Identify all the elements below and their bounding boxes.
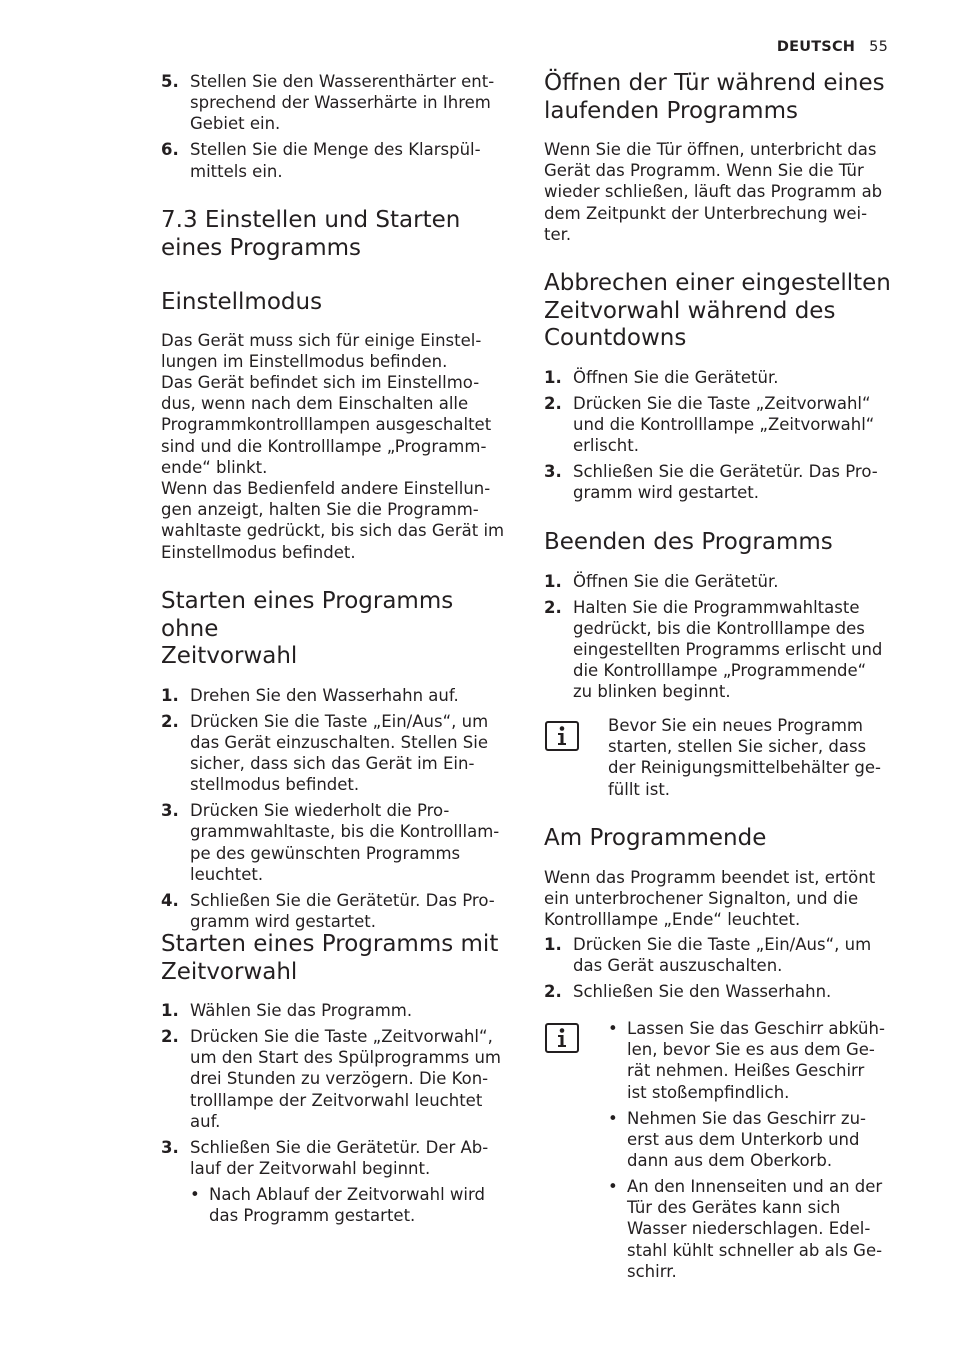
step-number: 2. (161, 1027, 179, 1046)
title-line: laufenden Programms (544, 97, 798, 124)
step-line: die Kontrolllampe „Programmende“ (573, 661, 867, 681)
step-line: Drücken Sie die Taste „Zeitvorwahl“ (573, 393, 871, 413)
step-line: Drücken Sie die Taste „Ein/Aus“, um (573, 935, 872, 955)
bullet-line: erst aus dem Unterkorb und (627, 1129, 860, 1149)
list-item (608, 1018, 896, 1103)
mit-zeitvorwahl-section (161, 931, 513, 1231)
bullet-line: dann aus dem Oberkorb. (627, 1151, 833, 1171)
bullet-line: Nach Ablauf der Zeitvorwahl wird (209, 1185, 485, 1205)
step-line: trolllampe der Zeitvorwahl leuchtet (190, 1090, 483, 1110)
step-line: lauf der Zeitvorwahl beginnt. (190, 1159, 431, 1179)
title-line: Zeitvorwahl (161, 958, 298, 985)
title-line: Öffnen der Tür während eines (544, 70, 885, 96)
bullet-line: Wasser niederschlagen. Edel- (627, 1219, 871, 1239)
oeffnen-section (544, 70, 896, 245)
oeffnen-text (544, 139, 896, 245)
bullet-line: das Programm gestartet. (209, 1206, 416, 1226)
section-title (161, 207, 513, 262)
bullet-line: An den Innenseiten und an der (627, 1177, 883, 1197)
step-number: 2. (544, 597, 562, 617)
step-number: 5. (161, 72, 179, 91)
step-number: 1. (161, 1001, 179, 1020)
text-line: starten, stellen Sie sicher, dass (608, 737, 867, 757)
abbrechen-heading (544, 270, 896, 353)
header-language: DEUTSCH (776, 39, 856, 55)
step-line: gramm wird gestartet. (573, 483, 759, 503)
bullet-symbol: • (608, 1177, 618, 1197)
step-line: leuchtet. (190, 864, 264, 884)
step-line: auf. (190, 1111, 221, 1131)
title-line: Zeitvorwahl (161, 643, 298, 669)
step-line: Schließen Sie den Wasserhahn. (573, 982, 832, 1002)
step-line: Halten Sie die Programmwahltaste (573, 597, 860, 617)
einstellmodus-heading: Einstellmodus (161, 289, 323, 315)
text-line: sind und die Kontrolllampe „Programm- (161, 436, 487, 456)
einstellmodus-section (161, 289, 513, 563)
step-line: Wählen Sie das Programm. (190, 1001, 413, 1020)
step-line: Drücken Sie wiederholt die Pro- (190, 801, 450, 821)
abbrechen-steps-list (544, 367, 896, 504)
text-line: Wenn das Bedienfeld andere Einstellun- (161, 478, 491, 498)
text-line: Einstellmodus befindet. (161, 542, 356, 562)
step-line: sprechend der Wasserhärte in Ihrem (190, 93, 491, 113)
bullet-line: rät nehmen. Heißes Geschirr (627, 1061, 865, 1081)
bullet-symbol: • (190, 1185, 200, 1205)
step-line: das Gerät auszuschalten. (573, 956, 783, 976)
text-line: Das Gerät muss sich für einige Einstel- (161, 330, 482, 350)
text-line: wahltaste gedrückt, bis sich das Gerät im (161, 521, 505, 541)
step-line: gramm wird gestartet. (190, 911, 376, 931)
top-steps-list (161, 71, 513, 182)
bullet-line: schirr. (627, 1261, 677, 1281)
text-line: ter. (544, 224, 572, 244)
mit-zeitvorwahl-heading (161, 931, 513, 986)
step-line: pe des gewünschten Programms (190, 843, 461, 863)
programmende-section (544, 825, 896, 1007)
step-line: erlischt. (573, 435, 639, 455)
page-number: 55 (869, 39, 888, 55)
bullet-symbol: • (608, 1019, 618, 1038)
title-line: 7.3 Einstellen und Starten (161, 207, 461, 233)
list-item (544, 571, 896, 592)
step-number: 6. (161, 140, 179, 160)
text-line: Gerät das Programm. Wenn Sie die Tür (544, 161, 864, 181)
step-line: Öffnen Sie die Gerätetür. (573, 367, 779, 387)
step-number: 3. (544, 461, 562, 481)
title-line: Zeitvorwahl während des (544, 297, 836, 324)
title-line: Abbrechen einer eingestellten (544, 270, 891, 296)
step-line: sicher, dass sich das Gerät im Ein- (190, 753, 475, 773)
ohne-zeitvorwahl-section (161, 588, 513, 937)
step-line: Drehen Sie den Wasserhahn auf. (190, 685, 459, 705)
title-line: Starten eines Programms mit (161, 931, 499, 957)
step-number: 1. (544, 571, 562, 591)
list-item (544, 934, 896, 976)
einstellmodus-text (161, 330, 513, 563)
step-number: 1. (544, 935, 562, 955)
list-item (161, 800, 513, 885)
title-line: Starten eines Programms ohne (161, 588, 454, 642)
bullet-line: len, bevor Sie es aus dem Ge- (627, 1040, 875, 1060)
beenden-section (544, 529, 896, 707)
text-line: wieder schließen, läuft das Programm ab (544, 182, 883, 202)
list-item (608, 1108, 896, 1172)
abbrechen-section (544, 270, 896, 508)
text-line: dem Zeitpunkt der Unterbrechung wei- (544, 203, 868, 223)
step-line: das Gerät einzuschalten. Stellen Sie (190, 732, 488, 752)
list-item (161, 1000, 513, 1021)
ohne-steps-list (161, 685, 513, 933)
step-line: stellmodus befindet. (190, 775, 360, 795)
list-item (161, 71, 513, 135)
list-item (161, 1026, 513, 1132)
step-number: 3. (161, 1137, 179, 1157)
step-line: Schließen Sie die Gerätetür. Der Ab- (190, 1137, 489, 1157)
list-item (544, 461, 896, 503)
step-number: 2. (161, 711, 179, 731)
list-item (161, 685, 513, 706)
beenden-steps-list (544, 571, 896, 703)
text-line: ende“ blinkt. (161, 457, 268, 477)
list-item (544, 981, 896, 1002)
step-line: um den Start des Spülprogramms um (190, 1048, 501, 1068)
title-line: eines Programms (161, 234, 361, 261)
list-item (161, 711, 513, 796)
step-line: drei Stunden zu verzögern. Die Kon- (190, 1069, 489, 1089)
step-line: mittels ein. (190, 161, 283, 181)
step-line: Drücken Sie die Taste „Ein/Aus“, um (190, 711, 489, 731)
step-number: 1. (161, 685, 179, 705)
step-line: Öffnen Sie die Gerätetür. (573, 571, 779, 591)
text-line: dus, wenn nach dem Einschalten alle (161, 394, 469, 414)
programmende-steps-list (544, 934, 896, 1002)
text-line: gen anzeigt, halten Sie die Programm- (161, 500, 479, 520)
info-icon (545, 721, 579, 751)
list-item (544, 597, 896, 703)
step-number: 1. (544, 367, 562, 387)
step-line: eingestellten Programms erlischt und (573, 639, 883, 659)
bullet-symbol: • (608, 1108, 618, 1128)
page-header (777, 39, 888, 55)
text-line: Wenn das Programm beendet ist, ertönt (544, 867, 876, 887)
list-item (608, 1176, 896, 1282)
list-item (161, 890, 513, 932)
title-line: Countdowns (544, 325, 687, 351)
step-line: Schließen Sie die Gerätetür. Das Pro- (190, 890, 495, 910)
section-title-block (161, 207, 513, 262)
bullet-line: Nehmen Sie das Geschirr zu- (627, 1108, 867, 1128)
step-number: 3. (161, 801, 179, 821)
text-line: Programmkontrolllampen ausgeschaltet (161, 415, 492, 435)
step-number: 2. (544, 982, 562, 1002)
list-item (190, 1184, 513, 1226)
top-steps (161, 71, 513, 187)
step-line: Gebiet ein. (190, 114, 281, 134)
list-item (161, 1137, 513, 1179)
programmende-heading: Am Programmende (544, 825, 767, 851)
list-item (544, 367, 896, 388)
bullet-line: ist stoßempfindlich. (627, 1082, 790, 1102)
beenden-heading: Beenden des Programms (544, 529, 833, 555)
text-line: Wenn Sie die Tür öffnen, unterbricht das (544, 140, 877, 159)
text-line: Kontrolllampe „Ende“ leuchtet. (544, 909, 801, 929)
step-line: Stellen Sie den Wasserenthärter ent- (190, 72, 495, 91)
list-item (544, 393, 896, 457)
bullet-line: Tür des Gerätes kann sich (627, 1198, 841, 1218)
step-line: Stellen Sie die Menge des Klarspül- (190, 140, 481, 160)
step-line: zu blinken beginnt. (573, 682, 731, 702)
text-line: Das Gerät befindet sich im Einstellmo- (161, 372, 480, 392)
bullet-line: Lassen Sie das Geschirr abküh- (627, 1019, 885, 1038)
mit-bullet-list (190, 1184, 513, 1226)
step-line: gedrückt, bis die Kontrolllampe des (573, 618, 865, 638)
text-line: ein unterbrochener Signalton, und die (544, 888, 859, 908)
text-line: der Reinigungsmittelbehälter ge- (608, 758, 881, 778)
mit-steps-list (161, 1000, 513, 1179)
beenden-note-text (608, 715, 881, 800)
oeffnen-heading (544, 70, 896, 125)
info-icon (545, 1023, 579, 1053)
programmende-note-list (608, 1018, 896, 1287)
ohne-zeitvorwahl-heading (161, 588, 513, 671)
step-line: und die Kontrolllampe „Zeitvorwahl“ (573, 414, 875, 434)
bullet-line: stahl kühlt schneller ab als Ge- (627, 1240, 883, 1260)
text-line: Bevor Sie ein neues Programm (608, 716, 864, 735)
step-line: Drücken Sie die Taste „Zeitvorwahl“, (190, 1027, 493, 1046)
step-number: 2. (544, 393, 562, 413)
text-line: füllt ist. (608, 779, 671, 799)
text-line: lungen im Einstellmodus befinden. (161, 351, 448, 371)
step-line: grammwahltaste, bis die Kontrolllam- (190, 822, 500, 842)
step-number: 4. (161, 890, 179, 910)
step-line: Schließen Sie die Gerätetür. Das Pro- (573, 461, 878, 481)
programmende-text (544, 867, 896, 931)
list-item (161, 139, 513, 181)
